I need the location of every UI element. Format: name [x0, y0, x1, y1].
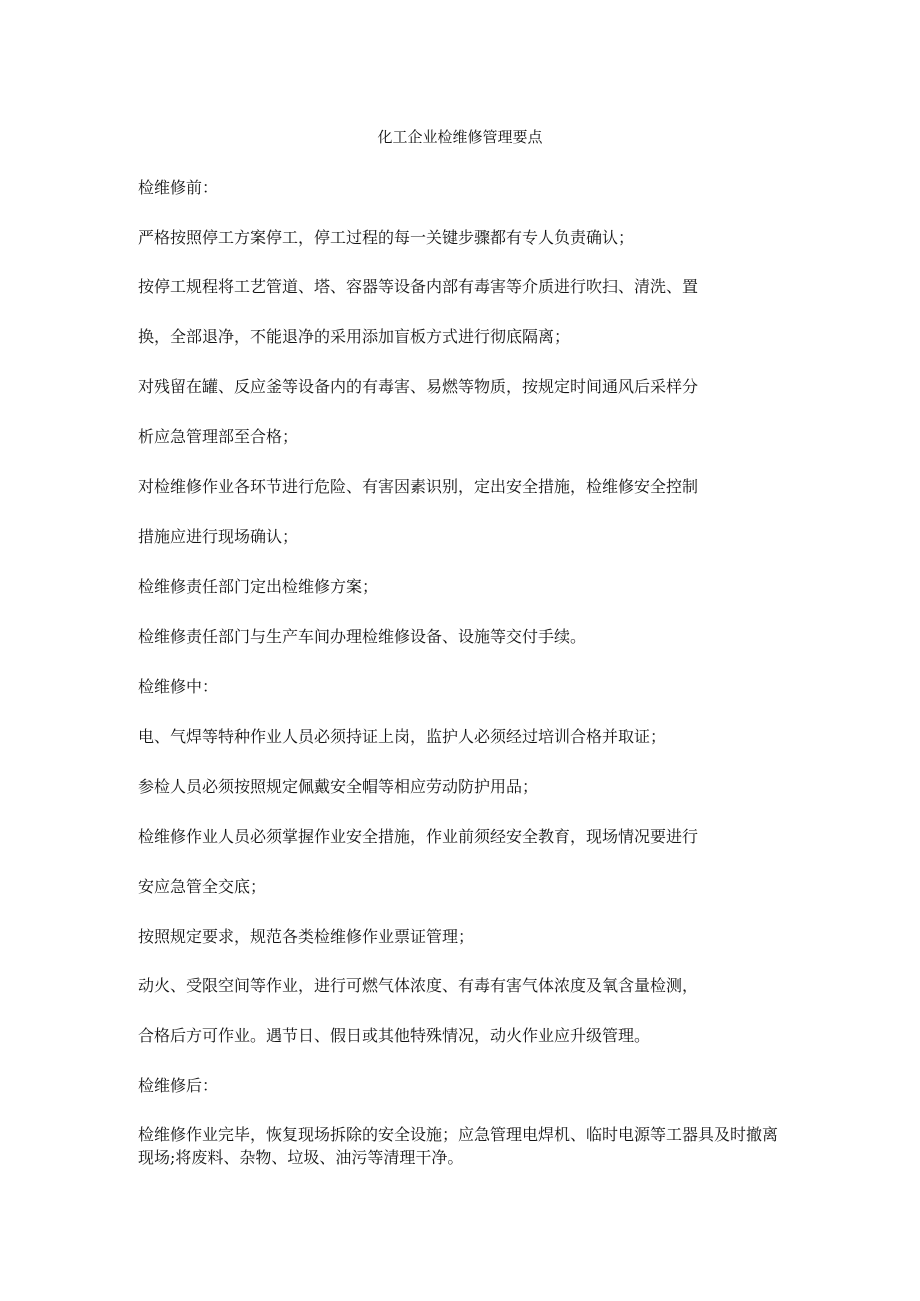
section-heading-during: 检维修中：: [138, 677, 219, 696]
final-paragraph: 检维修作业完毕，恢复现场拆除的安全设施；应急管理电焊机、临时电源等工器具及时撤离现场;将废料、杂物、垃圾、油污等清理干净。: [138, 1125, 779, 1167]
text-line: 按停工规程将工艺管道、塔、容器等设备内部有毒害等介质进行吹扫、清洗、置: [138, 277, 699, 296]
section-heading-before: 检维修前：: [138, 178, 219, 197]
text-line: 析应急管理部至合格；: [138, 427, 299, 446]
text-line: 按照规定要求，规范各类检维修作业票证管理；: [138, 927, 475, 946]
text-line: 安应急管全交底；: [138, 877, 267, 896]
text-line: 合格后方可作业。遇节日、假日或其他特殊情况，动火作业应升级管理。: [138, 1026, 651, 1045]
text-line: 检维修作业人员必须掌握作业安全措施，作业前须经安全教育，现场情况要进行: [138, 827, 699, 846]
text-line: 对检维修作业各环节进行危险、有害因素识别，定出安全措施，检维修安全控制: [138, 477, 699, 496]
text-line: 换，全部退净，不能退净的采用添加盲板方式进行彻底隔离；: [138, 327, 571, 346]
text-line: 参检人员必须按照规定佩戴安全帽等相应劳动防护用品；: [138, 777, 539, 796]
text-line: 严格按照停工方案停工，停工过程的每一关键步骤都有专人负责确认；: [138, 228, 635, 247]
section-heading-after: 检维修后：: [138, 1076, 219, 1095]
text-line: 对残留在罐、反应釜等设备内的有毒害、易燃等物质，按规定时间通风后采样分: [138, 377, 699, 396]
text-line: 动火、受限空间等作业，进行可燃气体浓度、有毒有害气体浓度及氧含量检测，: [138, 976, 699, 995]
text-line: 检维修责任部门与生产车间办理检维修设备、设施等交付手续。: [138, 627, 587, 646]
text-line: 电、气焊等特种作业人员必须持证上岗，监护人必须经过培训合格并取证；: [138, 727, 667, 746]
document-title: 化工企业检维修管理要点: [377, 128, 543, 146]
text-line: 检维修责任部门定出检维修方案；: [138, 577, 379, 596]
text-line: 措施应进行现场确认；: [138, 527, 299, 546]
